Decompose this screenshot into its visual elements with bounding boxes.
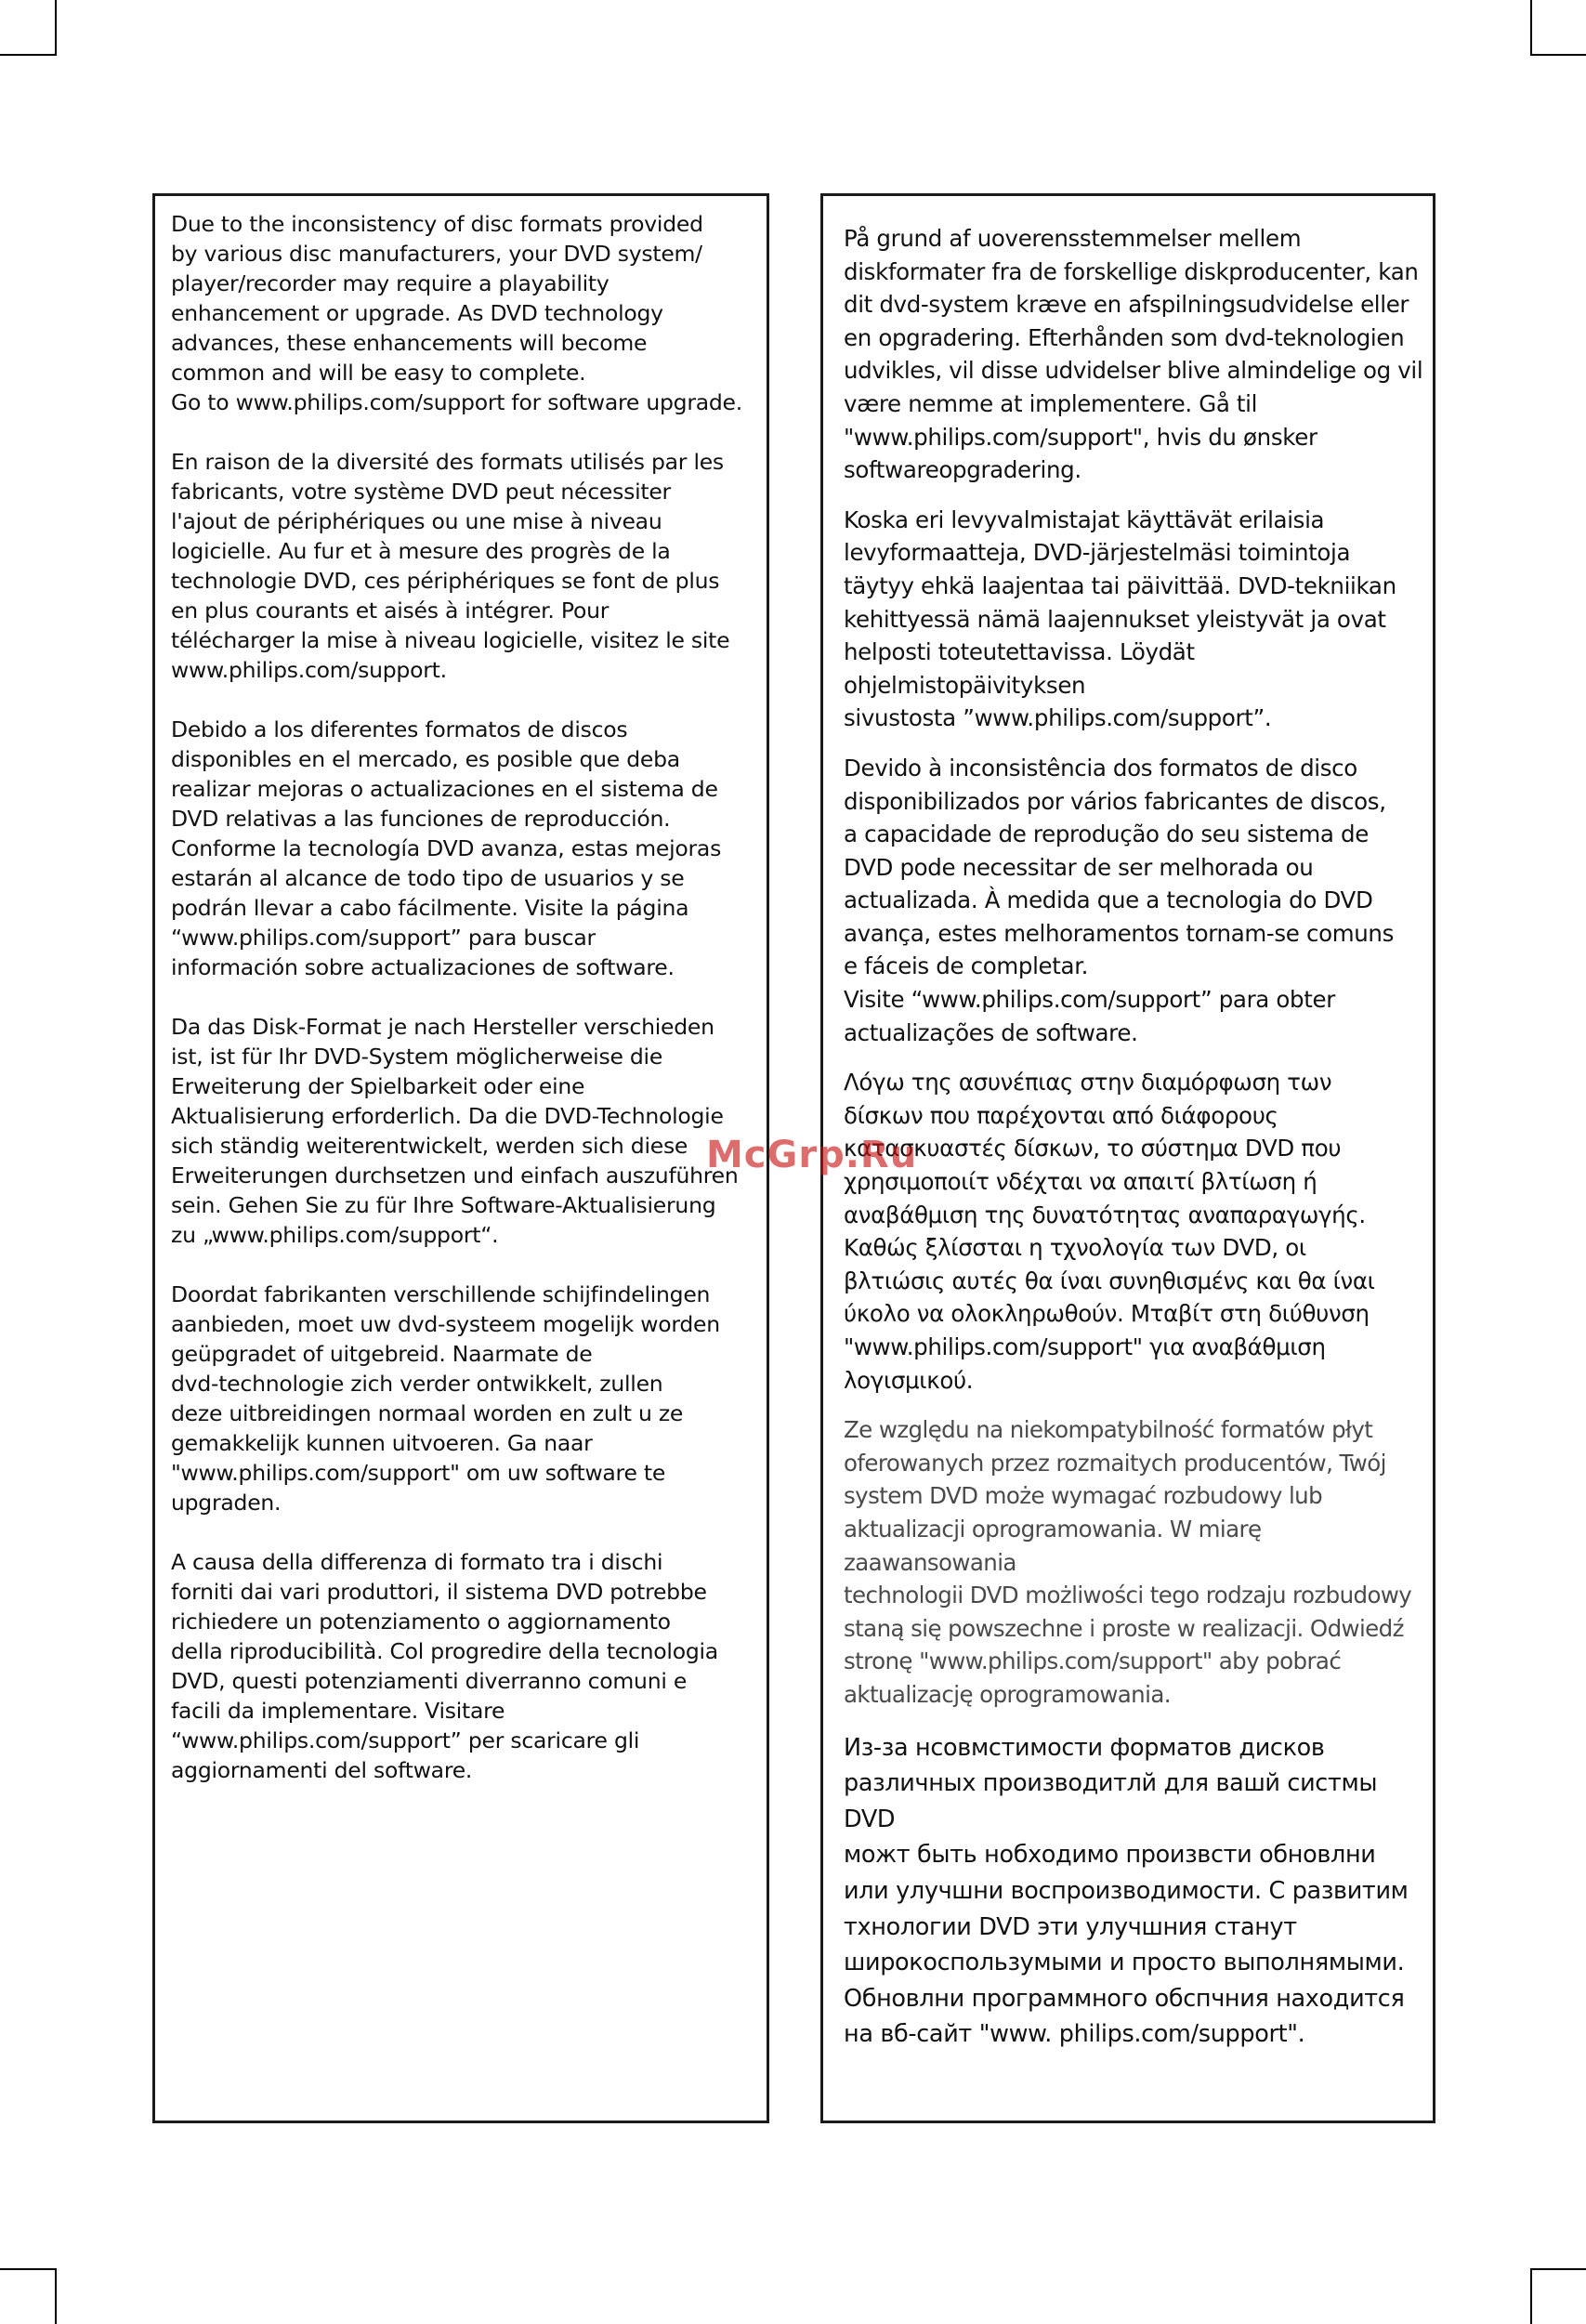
paragraph-russian: Из-за нсовмстимости форматов дисков различных производитлй для вашй систмы DVD можт быть нобходимо произвсти обновлни или улучшни воспроизводимости. С развитим тхнологии DVD эти улучшния станут широкоспользумыми и просто выполнямыми. Обновлни программного обспчния находится на вб-сайт "www. philips.com/support". bbox=[844, 1733, 1409, 2049]
paragraph-greek: Λόγω της ασυνέπιας στην διαμόρφωση των δίσκων που παρέχονται από διάφορους κατασκυαστές δίσκων, το σύστημα DVD που χρησιμοποιίτ νδέχται να απαιτί βλτίωση ή αναβάθμιση της δυνατότητας αναπαραγωγής. Καθώς ξλίσσται η τχνολογία των DVD, οι βλτιώσις αυτές θα ίναι συνηθισμένς και θα ίναι ύκολο να ολοκληρωθούν. Μταβίτ στη διύθυνση "www.philips.com/support" για αναβάθμιση λογισμικού. bbox=[844, 1069, 1375, 1394]
paragraph-finnish: Koska eri levyvalmistajat käyttävät erilaisia levyformaatteja, DVD-järjestelmäsi toimintoja täytyy ehkä laajentaa tai päivittää. DVD-tekniikan kehittyessä nämä laajennukset yleistyvät ja ovat helposti toteutettavissa. Löydät ohjelmistopäivityksen sivustosta ”www.philips.com/support”. bbox=[844, 506, 1396, 732]
paragraph-dutch: Doordat fabrikanten verschillende schijfindelingen aanbieden, moet uw dvd-systeem mogelijk worden geüpgradet of uitgebreid. Naarmate de dvd-technologie zich verder ontwikkelt, zullen deze uitbreidingen normaal worden en zult u ze gemakkelijk kunnen uitvoeren. Ga naar "www.philips.com/support" om uw software te upgraden. bbox=[171, 1281, 720, 1516]
paragraph-spanish: Debido a los diferentes formatos de discos disponibles en el mercado, es posible que deba realizar mejoras o actualizaciones en el sistema de DVD relativas a las funciones de reproducción. Conforme la tecnología DVD avanza, estas mejoras estarán al alcance de todo tipo de usuarios y se podrán llevar a cabo fácilmente. Visite la página “www.philips.com/support” para buscar información sobre actualizaciones de software. bbox=[171, 716, 722, 980]
left-language-box bbox=[152, 193, 769, 2123]
paragraph-danish: På grund af uoverensstemmelser mellem diskformater fra de forskellige diskproducenter, kan dit dvd-system kræve en afspilningsudvidelse eller en opgradering. Efterhånden som dvd-teknologien udvikles, vil disse udvidelser blive almindelige og vil være nemme at implementere. Gå til "www.philips.com/support", hvis du ønsker softwareopgradering. bbox=[844, 225, 1423, 484]
paragraph-polish: Ze względu na niekompatybilność formatów płyt oferowanych przez rozmaitych producentów, Twój system DVD może wymagać rozbudowy lub aktualizacji oprogramowania. W miarę zaawansowania technologii DVD możliwości tego rodzaju rozbudowy staną się powszechne i proste w realizacji. Odwiedź stronę "www.philips.com/support" aby pobrać aktualizację oprogramowania. bbox=[844, 1416, 1412, 1708]
paragraph-english: Due to the inconsistency of disc formats provided by various disc manufacturers, your DVD system/ player/recorder may require a playability enhancement or upgrade. As DVD technology advances, these enhancements will become common and will be easy to complete. Go to www.philips.com/support for software upgrade. bbox=[171, 211, 742, 415]
crop-mark-bottom-left-horizontal bbox=[0, 2268, 56, 2270]
paragraph-german: Da das Disk-Format je nach Hersteller verschieden ist, ist für Ihr DVD-System möglicherweise die Erweiterung der Spielbarkeit oder eine Aktualisierung erforderlich. Da die DVD-Technologie sich ständig weiterentwickelt, werden sich diese Erweiterungen durchsetzen und einfach auszuführen sein. Gehen Sie zu für Ihre Software-Aktualisierung zu „www.philips.com/support“. bbox=[171, 1014, 739, 1248]
crop-mark-top-left-vertical bbox=[55, 0, 57, 56]
paragraph-portuguese: Devido à inconsistência dos formatos de disco disponibilizados por vários fabricantes de discos, a capacidade de reprodução do seu sistema de DVD pode necessitar de ser melhorada ou actualizada. À medida que a tecnologia do DVD avança, estes melhoramentos tornam-se comuns e fáceis de completar. Visite “www.philips.com/support” para obter actualizações de software. bbox=[844, 754, 1395, 1046]
crop-mark-bottom-left-vertical bbox=[55, 2268, 57, 2324]
crop-mark-bottom-right-vertical bbox=[1530, 2268, 1532, 2324]
paragraph-french: En raison de la diversité des formats utilisés par les fabricants, votre système DVD peut nécessiter l'ajout de périphériques ou une mise à niveau logicielle. Au fur et à mesure des progrès de la technologie DVD, ces périphériques se font de plus en plus courants et aisés à intégrer. Pour télécharger la mise à niveau logicielle, visitez le site www.philips.com/support. bbox=[171, 449, 730, 683]
crop-mark-top-left-horizontal bbox=[0, 54, 56, 56]
paragraph-italian: A causa della differenza di formato tra i dischi forniti dai vari produttori, il sistema DVD potrebbe richiedere un potenziamento o aggiornamento della riproducibilità. Col progredire della tecnologia DVD, questi potenziamenti diverranno comuni e facili da implementare. Visitare “www.philips.com/support” per scaricare gli aggiornamenti del software. bbox=[171, 1549, 718, 1783]
crop-mark-top-right-horizontal bbox=[1530, 54, 1586, 56]
crop-mark-bottom-right-horizontal bbox=[1530, 2268, 1586, 2270]
crop-mark-top-right-vertical bbox=[1530, 0, 1532, 56]
watermark-logo: McGrp.Ru bbox=[706, 1134, 918, 1176]
